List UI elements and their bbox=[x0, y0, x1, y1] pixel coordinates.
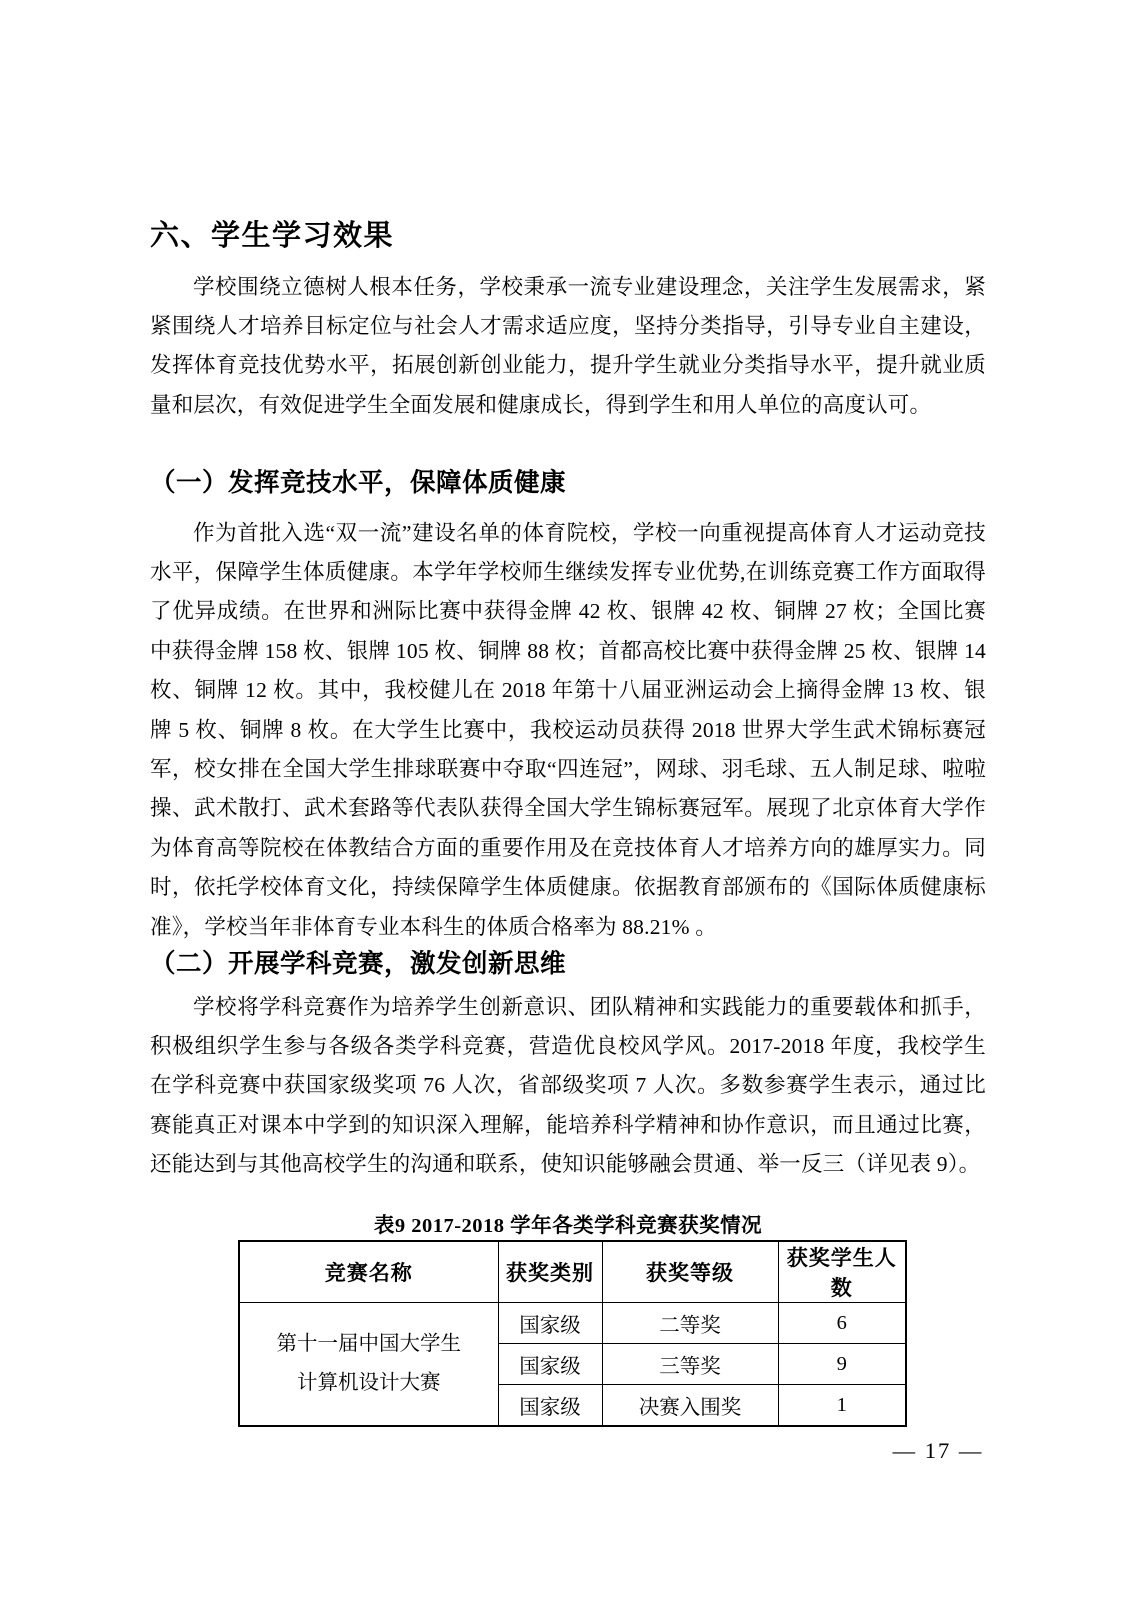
cell-competition-name bbox=[239, 1303, 498, 1427]
cell-category: 国家级 bbox=[498, 1385, 602, 1427]
header-student-count: 获奖学生人数 bbox=[778, 1241, 906, 1303]
section-heading-1: （一）发挥竞技水平，保障体质健康 bbox=[150, 469, 567, 498]
awards-table-wrapper bbox=[238, 1240, 907, 1427]
table-row bbox=[239, 1303, 906, 1344]
table-header-row bbox=[239, 1241, 906, 1303]
competition-name-line1: 第十一届中国大学生 bbox=[276, 1333, 461, 1355]
competition-name bbox=[242, 1325, 496, 1403]
table-caption: 表9 2017-2018 学年各类学科竞赛获奖情况 bbox=[373, 1215, 763, 1237]
section-heading-2: （二）开展学科竞赛，激发创新思维 bbox=[150, 950, 567, 979]
section-1-paragraph: 作为首批入选“双一流”建设名单的体育院校，学校一向重视提高体育人才运动竞技水平，保障学生体质健康。本学年学校师生继续发挥专业优势,在训练竞赛工作方面取得了优异成绩。在世界和洲际比赛中获得金牌 42 枚、银牌 42 枚、铜牌 27 枚；全国比赛中获得金牌 158 枚、银牌 105 枚、铜牌 88 枚；首都高校比赛中获得金牌 25 枚、银牌 14 枚、铜牌 12 枚。其中，我校健儿在 2018 年第十八届亚洲运动会上摘得金牌 13 枚、银牌 5 枚、铜牌 8 枚。在大学生比赛中，我校运动员获得 2018 世界大学生武术锦标赛冠军，校女排在全国大学生排球联赛中夺取“四连冠”，网球、羽毛球、五人制足球、啦啦操、武术散打、武术套路等代表队获得全国大学生锦标赛冠军。展现了北京体育大学作为体育高等院校在体教结合方面的重要作用及在竞技体育人才培养方向的雄厚实力。同时，依托学校体育文化，持续保障学生体质健康。依据教育部颁布的《国际体质健康标准》，学校当年非体育专业本科生的体质合格率为 88.21% 。 bbox=[150, 520, 986, 939]
section-2-paragraph: 学校将学科竞赛作为培养学生创新意识、团队精神和实践能力的重要载体和抓手，积极组织学生参与各级各类学科竞赛，营造优良校风学风。2017-2018 年度，我校学生在学科竞赛中获国家级奖项 76 人次，省部级奖项 7 人次。多数参赛学生表示，通过比赛能真正对课本中学到的知识深入理解，能培养科学精神和协作意识，而且通过比赛，还能达到与其他高校学生的沟通和联系，使知识能够融会贯通、举一反三（详见表 9）。 bbox=[150, 994, 986, 1177]
intro-paragraph: 学校围绕立德树人根本任务，学校秉承一流专业建设理念，关注学生发展需求，紧紧围绕人才培养目标定位与社会人才需求适应度，坚持分类指导，引导专业自主建设，发挥体育竞技优势水平，拓展创新创业能力，提升学生就业分类指导水平，提升就业质量和层次，有效促进学生全面发展和健康成长，得到学生和用人单位的高度认可。 bbox=[150, 274, 986, 417]
cell-category: 国家级 bbox=[498, 1344, 602, 1385]
header-competition-name: 竞赛名称 bbox=[239, 1241, 498, 1303]
cell-grade: 二等奖 bbox=[602, 1303, 778, 1344]
cell-students: 1 bbox=[778, 1385, 906, 1427]
cell-grade: 决赛入围奖 bbox=[602, 1385, 778, 1427]
header-award-grade: 获奖等级 bbox=[602, 1241, 778, 1303]
cell-students: 9 bbox=[778, 1344, 906, 1385]
competition-name-line2: 计算机设计大赛 bbox=[297, 1372, 441, 1394]
cell-grade: 三等奖 bbox=[602, 1344, 778, 1385]
page-title: 六、学生学习效果 bbox=[150, 220, 395, 253]
page-number: — 17 — bbox=[892, 1438, 984, 1463]
header-award-category: 获奖类别 bbox=[498, 1241, 602, 1303]
cell-students: 6 bbox=[778, 1303, 906, 1344]
cell-category: 国家级 bbox=[498, 1303, 602, 1344]
awards-table bbox=[238, 1240, 907, 1427]
